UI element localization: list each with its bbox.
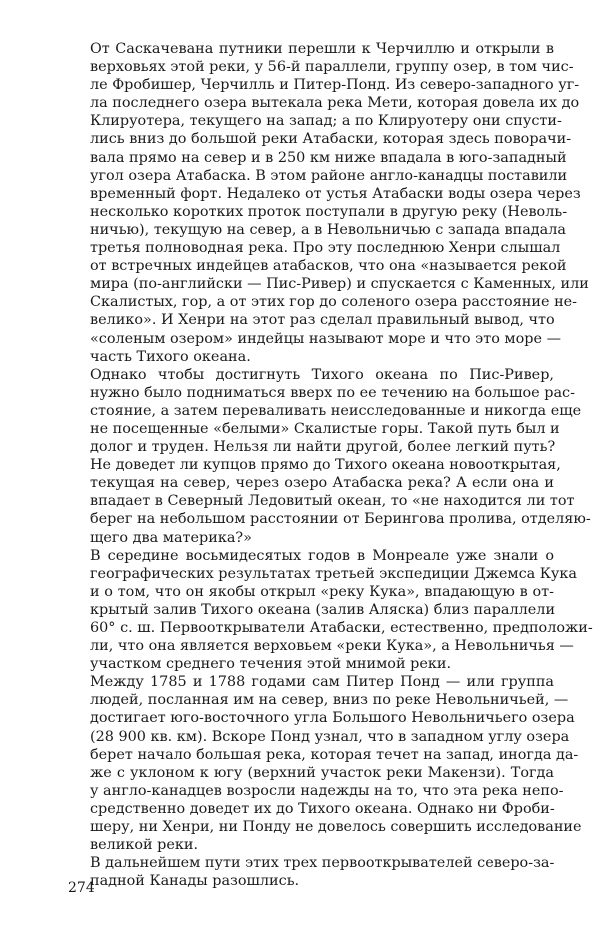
text-line: же с уклоном к югу (верхний участок реки Макензи). Тогда	[90, 764, 554, 781]
text-line: Между 1785 и 1788 годами сам Питер Понд — или группа	[90, 674, 554, 691]
text-line: лись вниз до большой реки Атабаски, которая здесь поворачи-	[90, 131, 572, 148]
text-line: не посещенные «белыми» Скалистые горы. Такой путь был и	[90, 420, 560, 437]
paragraph-3	[68, 547, 593, 674]
text-line: крытый залив Тихого океана (залив Аляска) близ параллели	[90, 601, 556, 618]
text-line: ла последнего озера вытекала река Мети, которая довела их до	[90, 95, 580, 112]
text-line: (28 900 кв. км). Вскоре Понд узнал, что в западном углу озера	[90, 728, 570, 745]
text-line: берет начало большая река, которая течет на запад, иногда да-	[90, 746, 579, 763]
text-line: у англо-канадцев возросли надежды на то, что эта река непо-	[90, 782, 564, 799]
text-line: участком среднего течения этой мнимой реки.	[90, 656, 452, 673]
text-line: географических результатах третьей экспедиции Джемса Кука	[90, 565, 577, 582]
text-line: Не доведет ли купцов прямо до Тихого океана новооткрытая,	[90, 457, 561, 474]
text-line: От Саскачевана путники перешли к Черчиллю и открыли в	[90, 41, 554, 57]
text-line: шеру, ни Хенри, ни Понду не довелось совершить исследование	[90, 819, 582, 836]
text-line: угол озера Атабаска. В этом районе англо-канадцы поставили	[90, 167, 568, 184]
text-line: В середине восьмидесятых годов в Монреале уже знали о	[90, 547, 554, 564]
text-line: часть Тихого океана.	[90, 348, 251, 365]
text-line: великой реки.	[90, 837, 199, 854]
text-line: нужно было подниматься вверх по ее течению на большое рас-	[90, 384, 575, 401]
text-line: берег на небольшом расстоянии от Берингова пролива, отделяю-	[90, 511, 591, 528]
text-line: впадает в Северный Ледовитый океан, то «не находится ли тот	[90, 493, 575, 510]
text-line: щего два материка?»	[90, 529, 252, 546]
text-line: стояние, а затем переваливать неисследованные и никогда еще	[90, 402, 582, 419]
text-line: ничью), текущую на север, а в Невольничью с запада впадала	[90, 221, 566, 238]
page-body	[68, 40, 593, 890]
text-line: ле Фробишер, Черчилль и Питер-Понд. Из северо-западного уг-	[90, 77, 580, 94]
text-line: достигает юго-восточного угла Большого Невольничьего озера	[90, 710, 575, 727]
text-line: велико». И Хенри на этот раз сделал правильный вывод, что	[90, 312, 555, 329]
text-line: 60° с. ш. Первооткрыватели Атабаски, естественно, предположи-	[90, 620, 593, 636]
text-line: В дальнейшем пути этих трех первооткрывателей северо-за-	[90, 855, 555, 872]
text-line: «соленым озером» индейцы называют море и что это море —	[90, 330, 561, 347]
text-line: временный форт. Недалеко от устья Атабаски воды озера через	[90, 185, 581, 202]
text-line: и о том, что он якобы открыл «реку Кука», впадающую в от-	[90, 583, 554, 600]
text-line: Однако чтобы достигнуть Тихого океана по Пис-Ривер,	[90, 366, 554, 383]
text-line: Скалистых, гор, а от этих гор до соленого озера расстояние не-	[90, 294, 578, 311]
text-line: ли, что она является верховьем «реки Кука», а Невольничья —	[90, 638, 574, 655]
text-line: вала прямо на север и в 250 км ниже впадала в юго-западный	[90, 149, 567, 166]
text-line: средственно доведет их до Тихого океана. Однако ни Фроби-	[90, 800, 555, 817]
text-line: долог и труден. Нельзя ли найти другой, более легкий путь?	[90, 439, 556, 456]
text-line: несколько коротких проток поступали в другую реку (Неволь-	[90, 203, 568, 220]
paragraph-4	[68, 673, 582, 854]
text-line: от встречных индейцев атабасков, что она «называется рекой	[90, 258, 567, 275]
text-line: текущая на север, через озеро Атабаска река? А если она и	[90, 475, 554, 492]
text-line: Клируотера, текущего на запад; а по Клируотеру они спусти-	[90, 113, 562, 130]
text-line: падной Канады разошлись.	[90, 873, 300, 890]
paragraph-5	[68, 854, 554, 890]
paragraph-2	[68, 366, 591, 547]
page-number: 274	[68, 880, 95, 896]
text-line: людей, посланная им на север, вниз по реке Невольничьей, —	[90, 692, 569, 709]
text-line: третья полноводная река. Про эту последнюю Хенри слышал	[90, 240, 561, 257]
text-line: верховьях этой реки, у 56-й параллели, группу озер, в том чис-	[90, 59, 574, 76]
paragraph-1	[68, 40, 589, 366]
text-line: мира (по-английски — Пис-Ривер) и спускается с Каменных, или	[90, 276, 589, 293]
